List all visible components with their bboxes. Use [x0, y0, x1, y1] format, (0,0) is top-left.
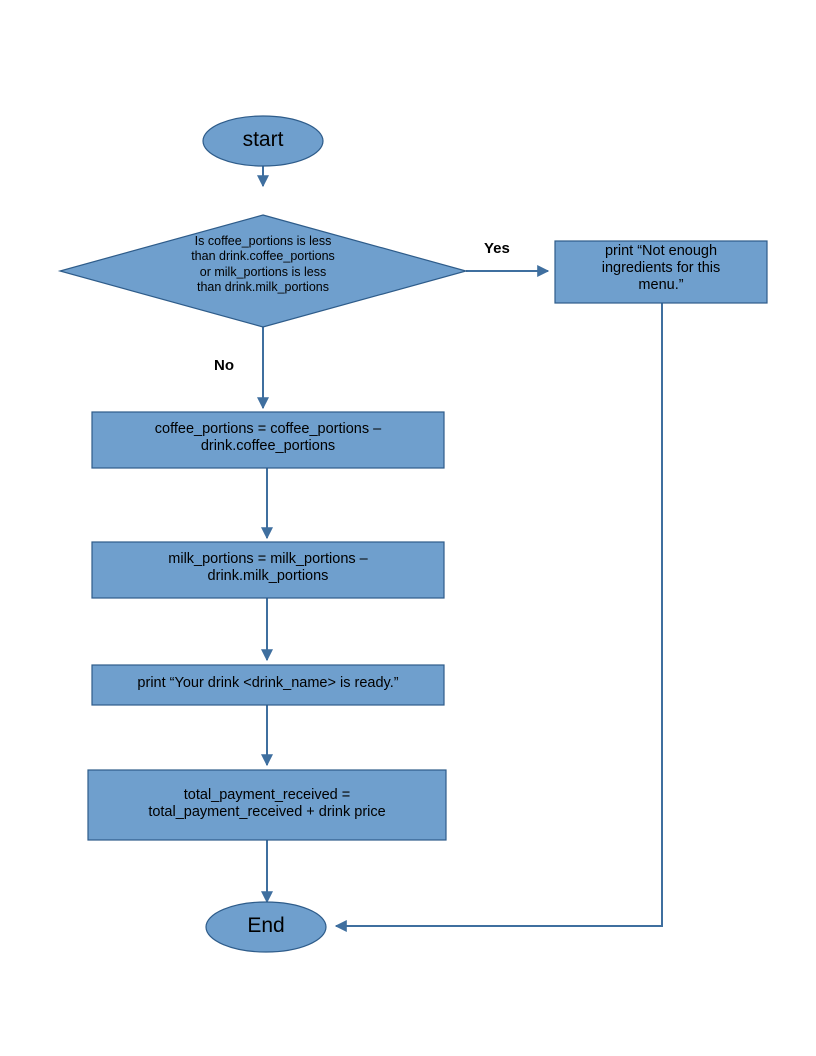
- node-drink-ready-label: print “Your drink <drink_name> is ready.”: [137, 675, 399, 691]
- edge-label-no: No: [214, 357, 234, 374]
- node-end[interactable]: [206, 902, 326, 952]
- node-milk-deduct-label: milk_portions = milk_portions – drink.milk_portions: [168, 551, 368, 585]
- node-not-enough-label: print “Not enough ingredients for this menu.”: [601, 243, 721, 294]
- node-coffee-deduct-label: coffee_portions = coffee_portions – drink.coffee_portions: [154, 421, 382, 455]
- node-not-enough[interactable]: [555, 241, 767, 303]
- node-end-label: End: [247, 914, 285, 937]
- node-payment-label: total_payment_received = total_payment_received + drink price: [148, 787, 386, 821]
- node-decision[interactable]: [60, 215, 466, 327]
- nodes: [60, 116, 767, 952]
- node-drink-ready[interactable]: [92, 665, 444, 705]
- node-start-label: start: [242, 128, 284, 151]
- node-decision-label: Is coffee_portions is less than drink.coffee_portions or milk_portions is less than drink.milk_portions: [191, 234, 335, 294]
- node-coffee-deduct[interactable]: [92, 412, 444, 468]
- node-payment[interactable]: [88, 770, 446, 840]
- node-milk-deduct[interactable]: [92, 542, 444, 598]
- edge-label-yes: Yes: [484, 240, 510, 257]
- node-start[interactable]: [203, 116, 323, 166]
